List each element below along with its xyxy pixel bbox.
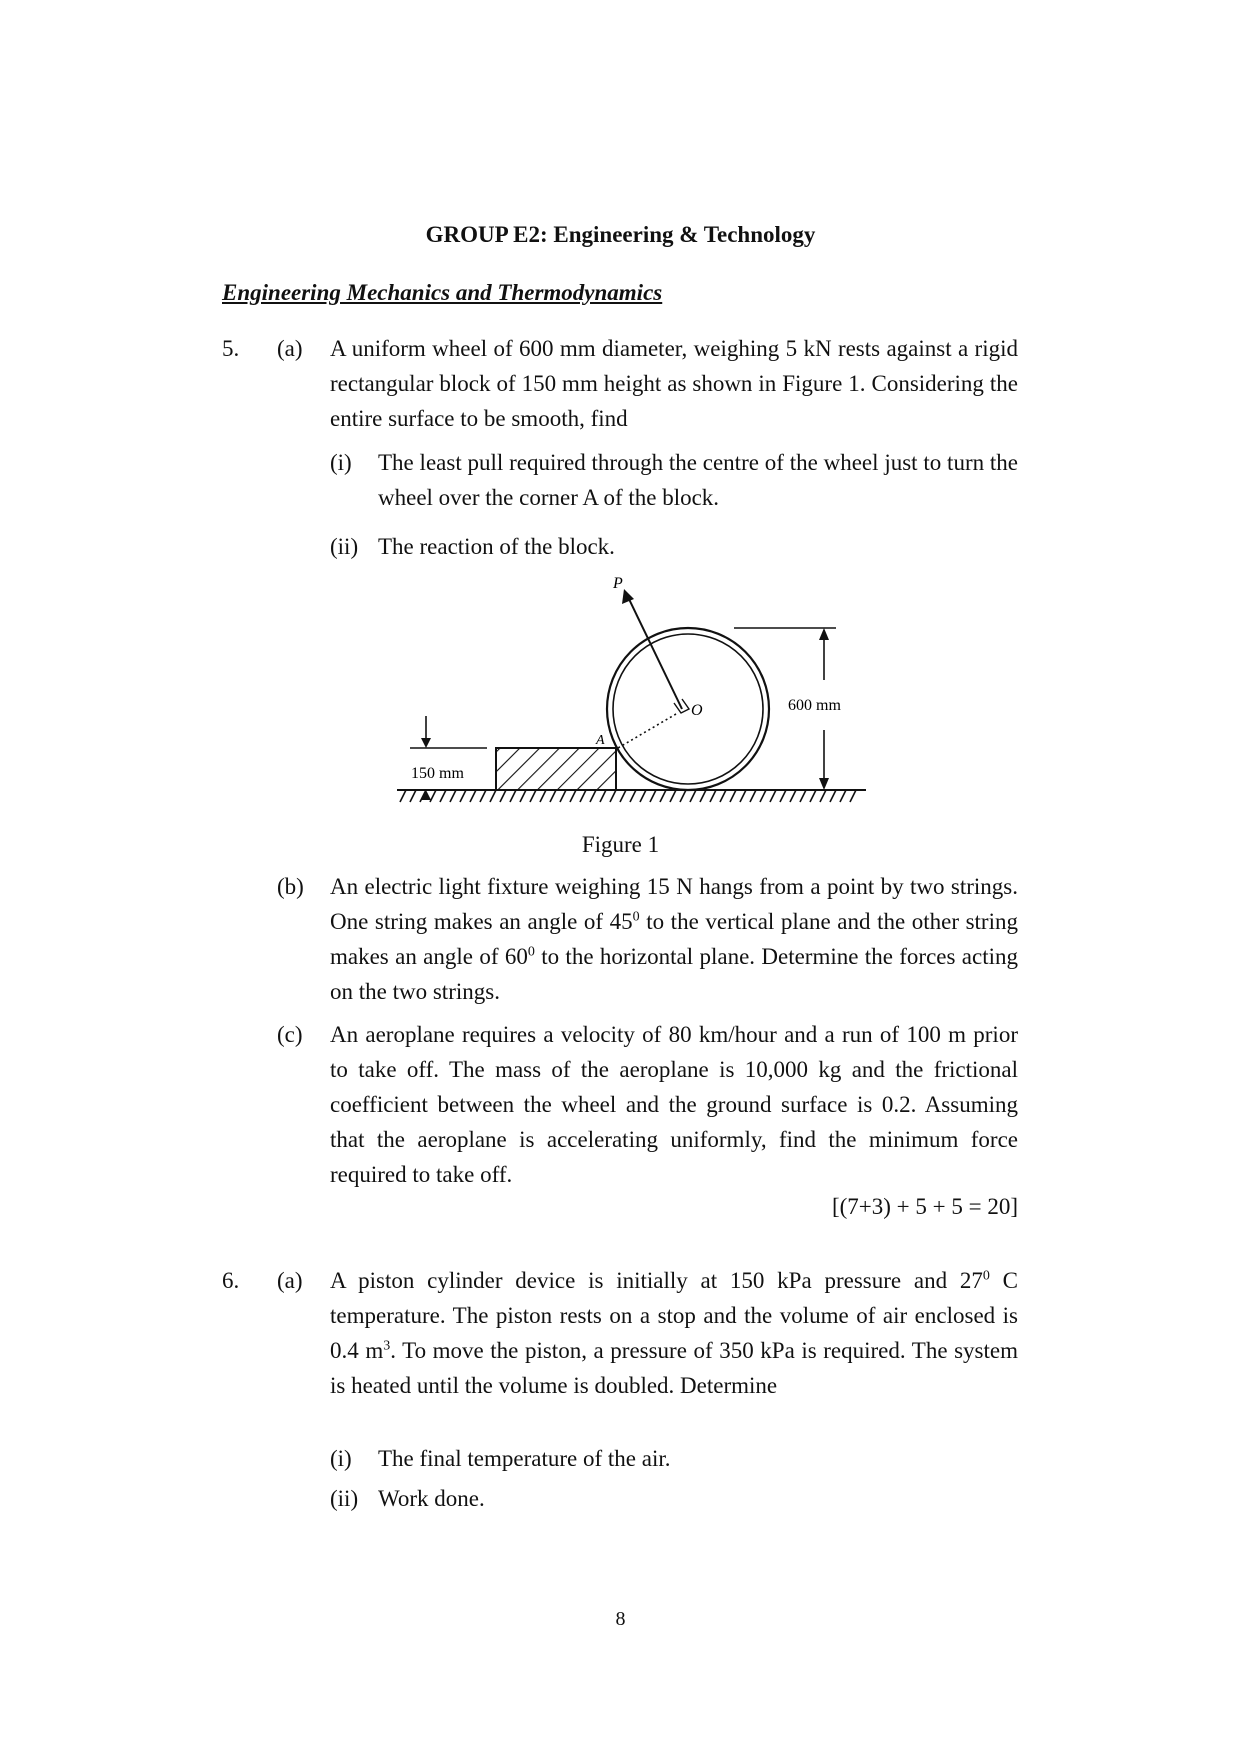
q6-a-i-label: (i) [330,1446,352,1471]
figure-1-diagram [390,570,880,810]
dotted-line-o-to-a [618,714,676,748]
page-number: 8 [615,1608,626,1630]
question-number-6: 6. [222,1268,240,1293]
q5-part-c-label: (c) [277,1022,303,1047]
q5-part-a-text: A uniform wheel of 600 mm diameter, weighing 5 kN rests against a rigid rectangular block of 150 mm height as shown in Figure 1. Considering the entire surface to be smooth, find [330,336,1018,431]
question-number-5: 5. [222,336,240,361]
q5-a-i-text: The least pull required through the centre of the wheel just to turn the wheel over the corner A of the block. [378,450,1018,510]
q5-part-b-text: An electric light fixture weighing 15 N hangs from a point by two strings. One string makes an angle of $45^0$ to the vertical plane and the other string makes an angle of $60^0$ to the horizontal plane. Determine the forces acting on the two strings. [330,874,1018,1004]
ground-hatch [400,790,856,802]
label-p: P [613,575,623,592]
label-o: O [691,702,703,719]
q5-a-ii-text: The reaction of the block. [378,534,615,559]
rectangular-block [496,748,616,790]
q6-part-a-label: (a) [277,1268,303,1293]
q5-part-b-label: (b) [277,874,304,899]
figure-caption: Figure 1 [581,832,660,857]
q6-a-ii-text: Work done. [378,1486,485,1511]
group-title: GROUP E2: Engineering & Technology [425,222,816,247]
q6-a-ii-label: (ii) [330,1486,359,1511]
pull-force-line [628,597,682,709]
q5-a-ii-label: (ii) [330,534,359,559]
pull-arrowhead [622,589,634,604]
q5-a-i-label: (i) [330,450,352,475]
dim-600-text: 600 mm [788,697,841,714]
q6-a-i-text: The final temperature of the air. [378,1446,671,1471]
section-title: Engineering Mechanics and Thermodynamics [222,280,663,305]
q5-part-a-label: (a) [277,336,303,361]
label-a: A [596,733,605,748]
q5-marks: [(7+3) + 5 + 5 = 20] [831,1194,1018,1219]
dim-150-text: 150 mm [411,765,464,782]
q6-part-a-text: A piston cylinder device is initially at 150 kPa pressure and $27^0$ C temperature. The piston rests on a stop and the volume of air enclosed is 0.4 $m^3$. To move the piston, a pressure of 350 kPa is required. The system is heated until the volume is doubled. Determine [330,1268,1018,1398]
q5-part-c-text: An aeroplane requires a velocity of 80 km/hour and a run of 100 m prior to take off. The mass of the aeroplane is 10,000 kg and the frictional coefficient between the wheel and the ground surface is 0.2. Assuming that the aeroplane is accelerating uniformly, find the minimum force required to take off. [330,1022,1018,1187]
